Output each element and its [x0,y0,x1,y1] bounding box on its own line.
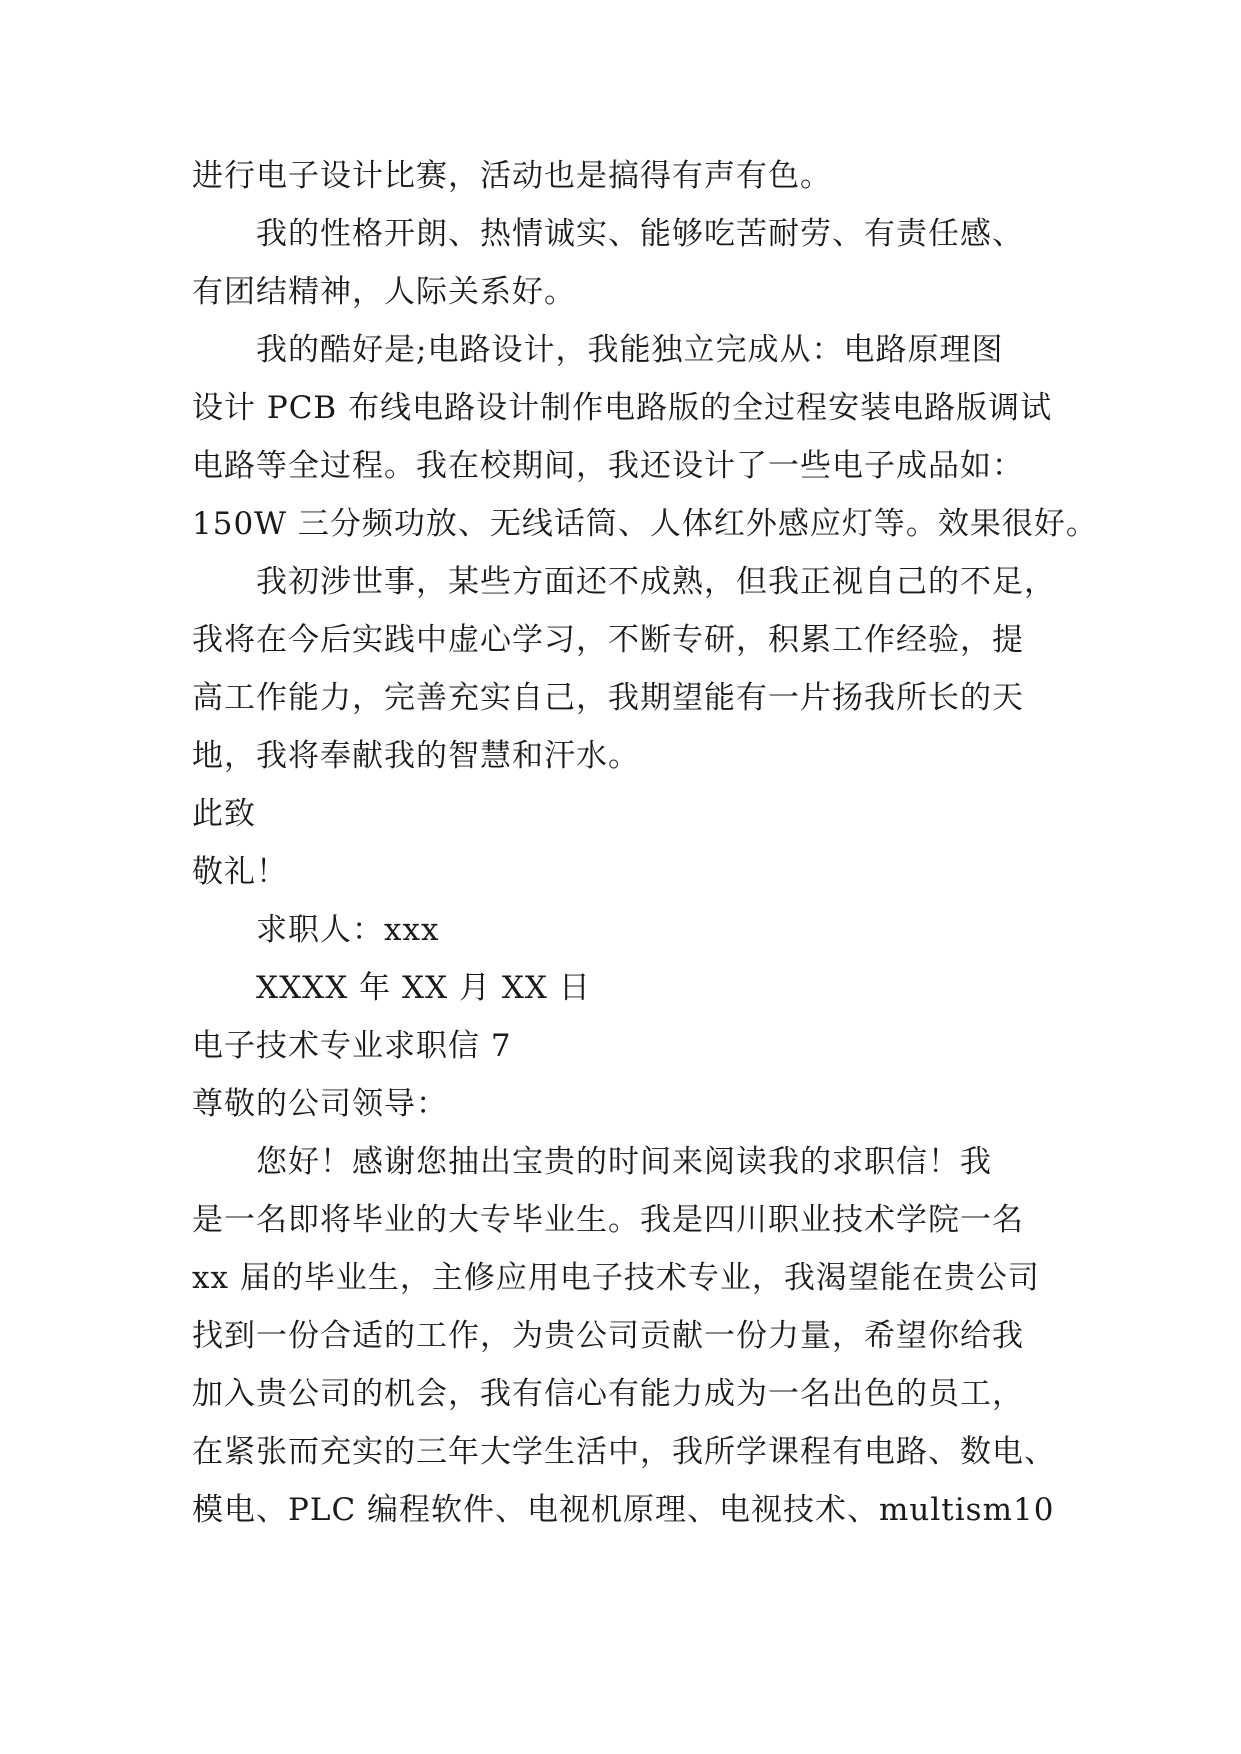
paragraph-line: 模电、PLC 编程软件、电视机原理、电视技术、multism10 [192,1492,1055,1528]
paragraph-line: 是一名即将毕业的大专毕业生。我是四川职业技术学院一名 [192,1202,1024,1238]
paragraph-line: 在紧张而充实的三年大学生活中，我所学课程有电路、数电、 [192,1434,1056,1470]
greeting: 尊敬的公司领导： [192,1086,448,1122]
paragraph-line: 我初涉世事，某些方面还不成熟，但我正视自己的不足， [256,564,1056,600]
paragraph-line: 进行电子设计比赛，活动也是搞得有声有色。 [192,158,832,194]
paragraph-line: 设计 PCB 布线电路设计制作电路版的全过程安装电路版调试 [192,390,1053,426]
paragraph-line: xx 届的毕业生，主修应用电子技术专业，我渴望能在贵公司 [192,1260,1040,1296]
paragraph-line: 找到一份合适的工作，为贵公司贡献一份力量，希望你给我 [192,1318,1024,1354]
paragraph-line: 加入贵公司的机会，我有信心有能力成为一名出色的员工， [192,1376,1024,1412]
paragraph-line: 我的性格开朗、热情诚实、能够吃苦耐劳、有责任感、 [256,216,1024,252]
paragraph-line: 电路等全过程。我在校期间，我还设计了一些电子成品如： [192,448,1024,484]
paragraph-line: 您好！感谢您抽出宝贵的时间来阅读我的求职信！我 [256,1144,992,1180]
paragraph-line: 高工作能力，完善充实自己，我期望能有一片扬我所长的天 [192,680,1024,716]
signature-date: XXXX 年 XX 月 XX 日 [256,970,591,1006]
signature-applicant: 求职人：xxx [256,912,440,948]
section-title: 电子技术专业求职信 7 [192,1028,512,1064]
closing-regards: 敬礼！ [192,854,288,890]
paragraph-line: 150W 三分频功放、无线话筒、人体红外感应灯等。效果很好。 [192,506,1098,542]
paragraph-line: 地，我将奉献我的智慧和汗水。 [192,738,640,774]
paragraph-line: 我的酷好是;电路设计，我能独立完成从：电路原理图 [256,332,1004,368]
paragraph-line: 有团结精神，人际关系好。 [192,274,576,310]
paragraph-line: 我将在今后实践中虚心学习，不断专研，积累工作经验，提 [192,622,1024,658]
closing-salutation: 此致 [192,796,256,832]
